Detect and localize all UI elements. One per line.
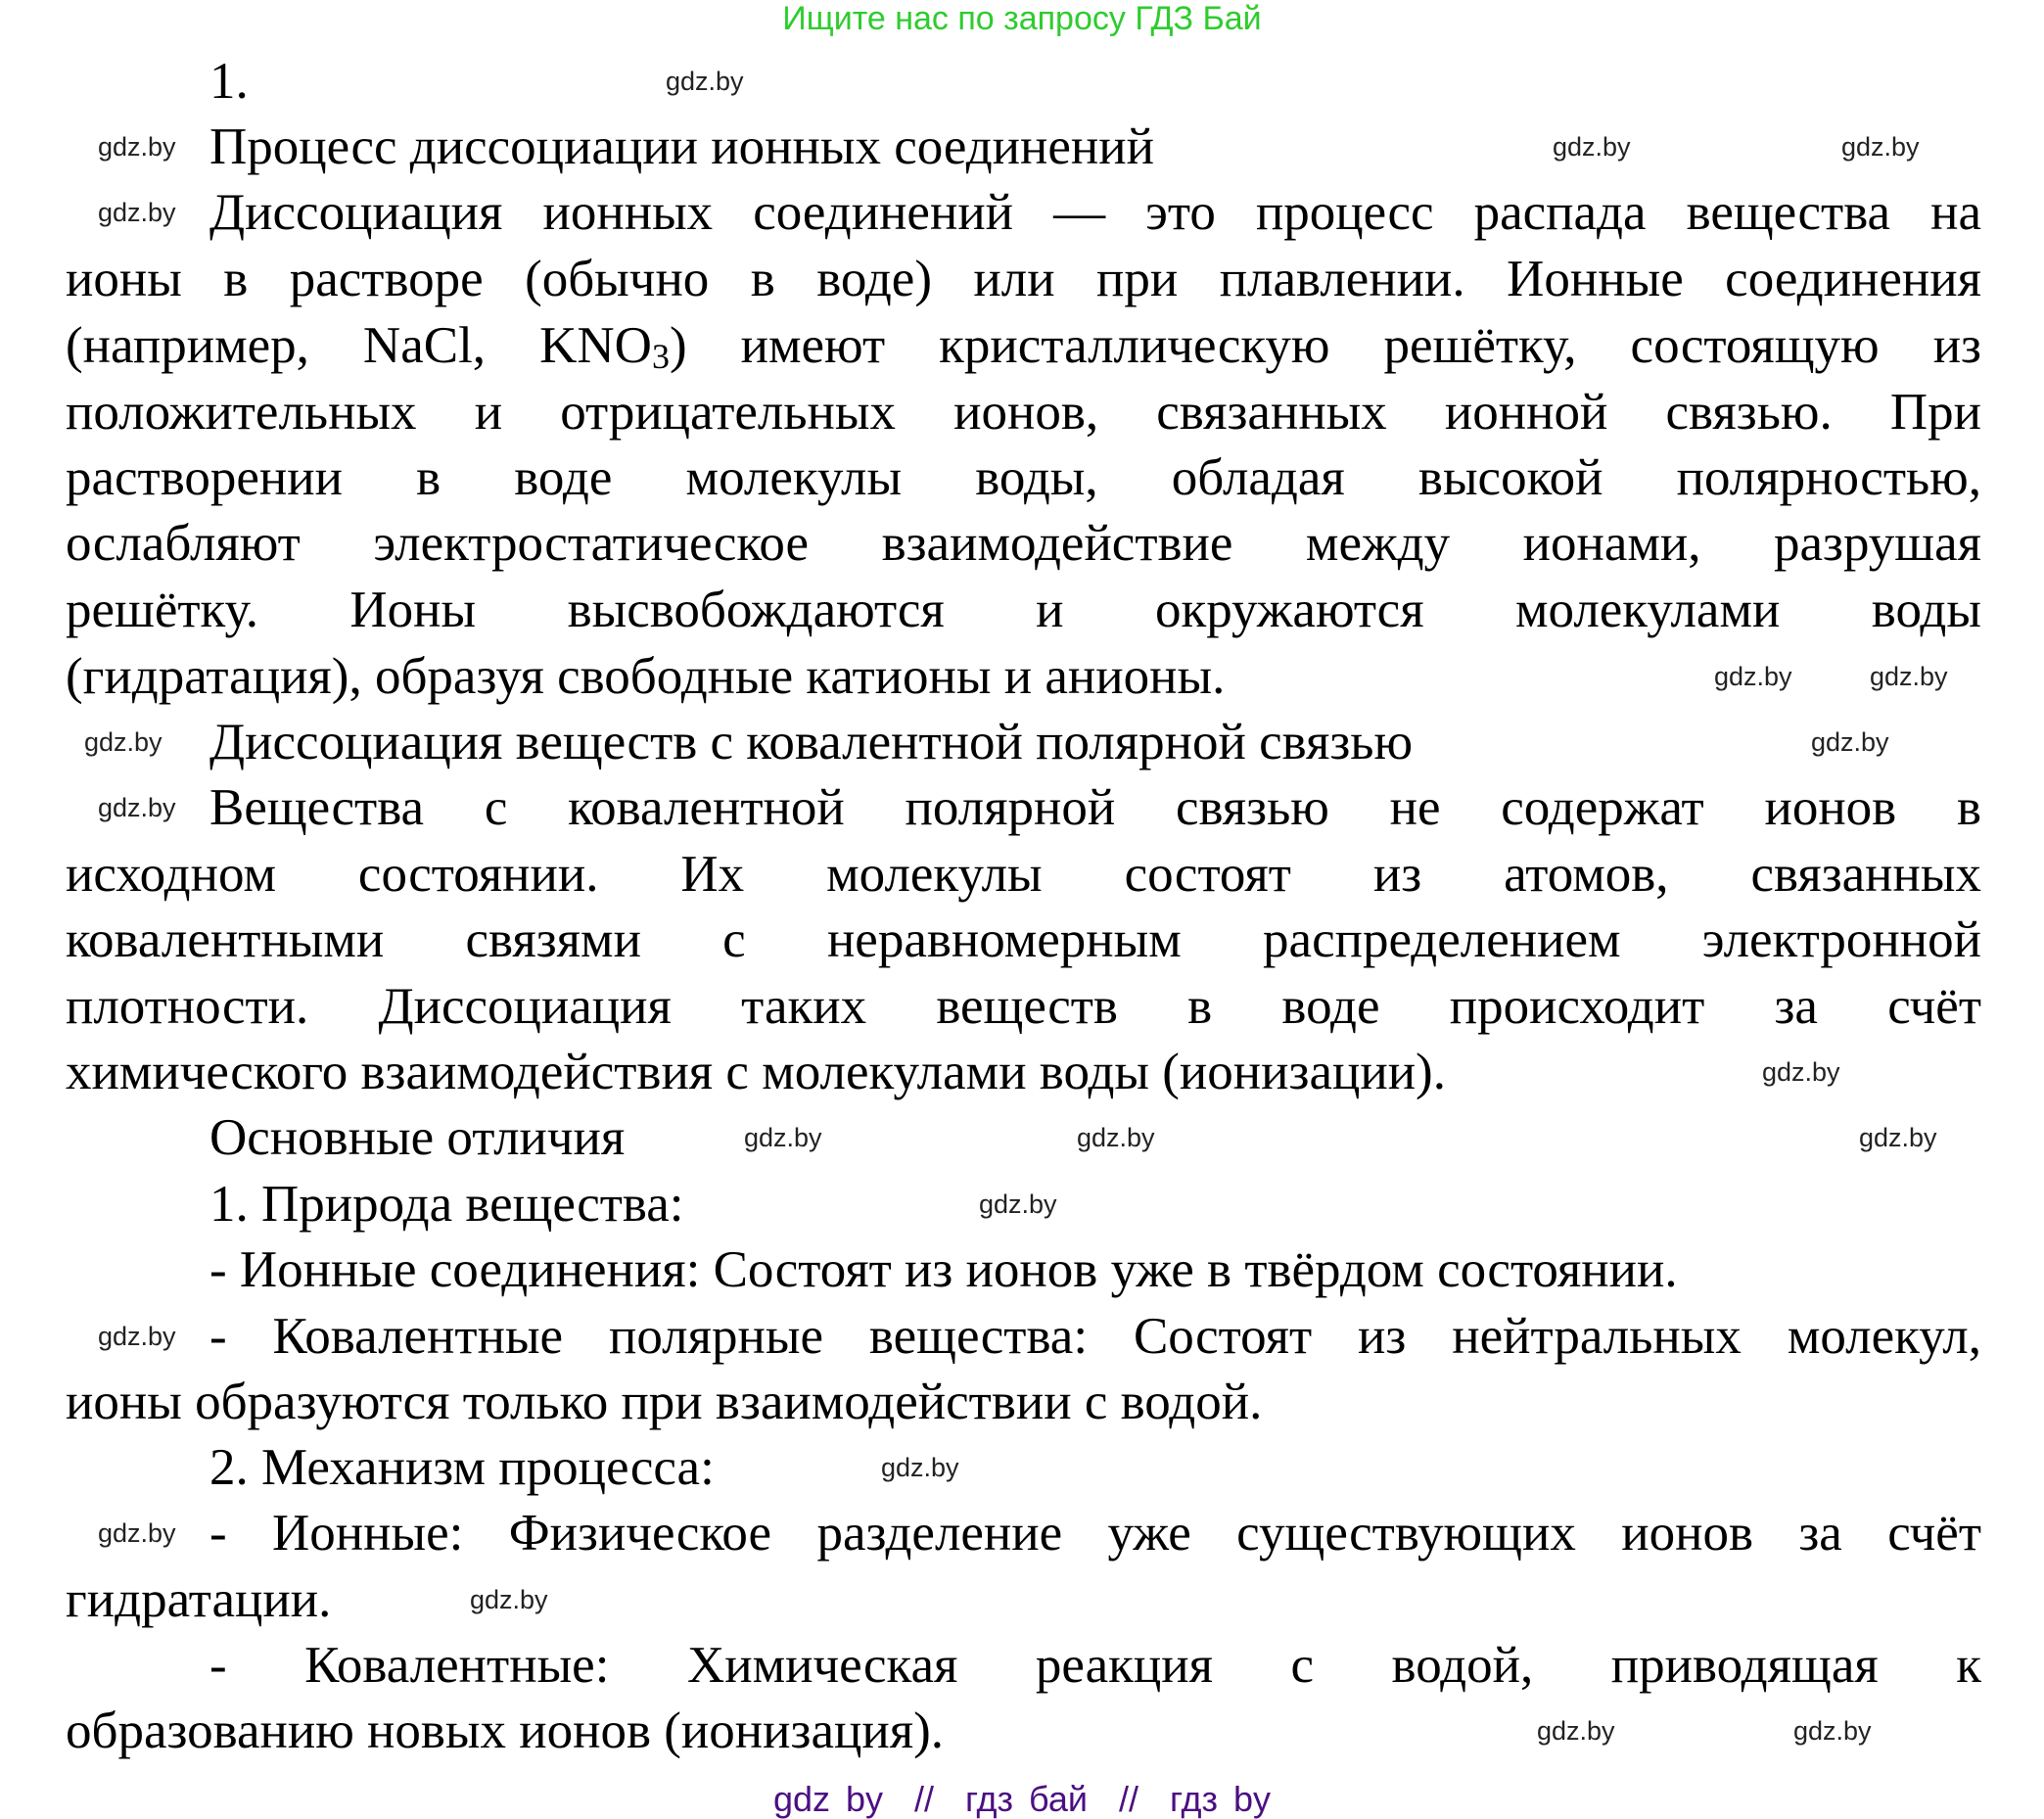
watermark: gdz.by: [98, 793, 176, 822]
item-title: 2. Механизм процесса:: [209, 1439, 715, 1496]
watermark: gdz.by: [666, 67, 744, 96]
paragraph-line: (гидратация), образуя свободные катионы и анионы.: [66, 648, 1226, 705]
paragraph-line: исходном состоянии. Их молекулы состоят из атомов, связанных: [66, 846, 1981, 903]
paragraph-line: [66, 316, 1981, 375]
watermark: gdz.by: [881, 1453, 959, 1482]
list-line: - Ковалентные: Химическая реакция с водой, приводящая к: [209, 1637, 1981, 1694]
section-heading-covalent: Диссоциация веществ с ковалентной полярной связью: [209, 714, 1414, 770]
section-heading-ionic: Процесс диссоциации ионных соединений: [209, 118, 1154, 175]
search-banner: Ищите нас по запросу ГДЗ Бай: [782, 0, 1262, 37]
watermark: gdz.by: [1537, 1716, 1615, 1746]
watermark: gdz.by: [1793, 1716, 1872, 1746]
paragraph-line: растворении в воде молекулы воды, обладая высокой полярностью,: [66, 449, 1981, 506]
watermark: gdz.by: [98, 1322, 176, 1351]
paragraph-line: Диссоциация ионных соединений — это процесс распада вещества на: [209, 184, 1981, 241]
list-line: гидратации.: [66, 1571, 332, 1628]
watermark: gdz.by: [98, 1518, 176, 1548]
watermark: gdz.by: [98, 198, 176, 227]
watermark: gdz.by: [1841, 132, 1920, 162]
watermark: gdz.by: [1811, 727, 1889, 757]
paragraph-text: ) имеют кристаллическую решётку, состоящую из: [669, 317, 1981, 374]
formula-text: (например, NaCl, KNO: [66, 317, 652, 374]
paragraph-line: ослабляют электростатическое взаимодействие между ионами, разрушая: [66, 515, 1981, 572]
list-line: - Ионные: Физическое разделение уже существующих ионов за счёт: [209, 1505, 1981, 1562]
task-number: 1.: [209, 53, 249, 110]
paragraph-line: плотности. Диссоциация таких веществ в воде происходит за счёт: [66, 978, 1981, 1035]
paragraph-line: ковалентными связями с неравномерным распределением электронной: [66, 911, 1981, 968]
watermark: gdz.by: [98, 132, 176, 162]
watermark: gdz.by: [1077, 1123, 1155, 1152]
watermark: gdz.by: [744, 1123, 822, 1152]
watermark: gdz.by: [1870, 662, 1948, 691]
watermark: gdz.by: [470, 1585, 548, 1614]
list-line: образованию новых ионов (ионизация).: [66, 1702, 944, 1759]
watermark: gdz.by: [1714, 662, 1792, 691]
watermark: gdz.by: [1762, 1057, 1840, 1087]
paragraph-line: химического взаимодействия с молекулами воды (ионизации).: [66, 1044, 1446, 1100]
watermark: gdz.by: [979, 1189, 1057, 1219]
list-line: - Ковалентные полярные вещества: Состоят из нейтральных молекул,: [209, 1308, 1981, 1365]
item-title: 1. Природа вещества:: [209, 1176, 684, 1233]
subscript: 3: [651, 337, 670, 376]
paragraph-line: ионы в растворе (обычно в воде) или при плавлении. Ионные соединения: [66, 251, 1981, 307]
differences-title: Основные отличия: [209, 1109, 626, 1166]
paragraph-line: Вещества с ковалентной полярной связью не содержат ионов в: [209, 779, 1981, 836]
list-line: - Ионные соединения: Состоят из ионов уже в твёрдом состоянии.: [209, 1241, 1678, 1298]
footer-links: gdz by // гдз бай // гдз by: [772, 1779, 1272, 1819]
watermark: gdz.by: [1553, 132, 1631, 162]
paragraph-line: решётку. Ионы высвобождаются и окружаются молекулами воды: [66, 582, 1981, 638]
watermark: gdz.by: [1859, 1123, 1937, 1152]
list-line: ионы образуются только при взаимодействии с водой.: [66, 1374, 1263, 1430]
watermark: gdz.by: [84, 727, 163, 757]
paragraph-line: положительных и отрицательных ионов, связанных ионной связью. При: [66, 384, 1981, 441]
